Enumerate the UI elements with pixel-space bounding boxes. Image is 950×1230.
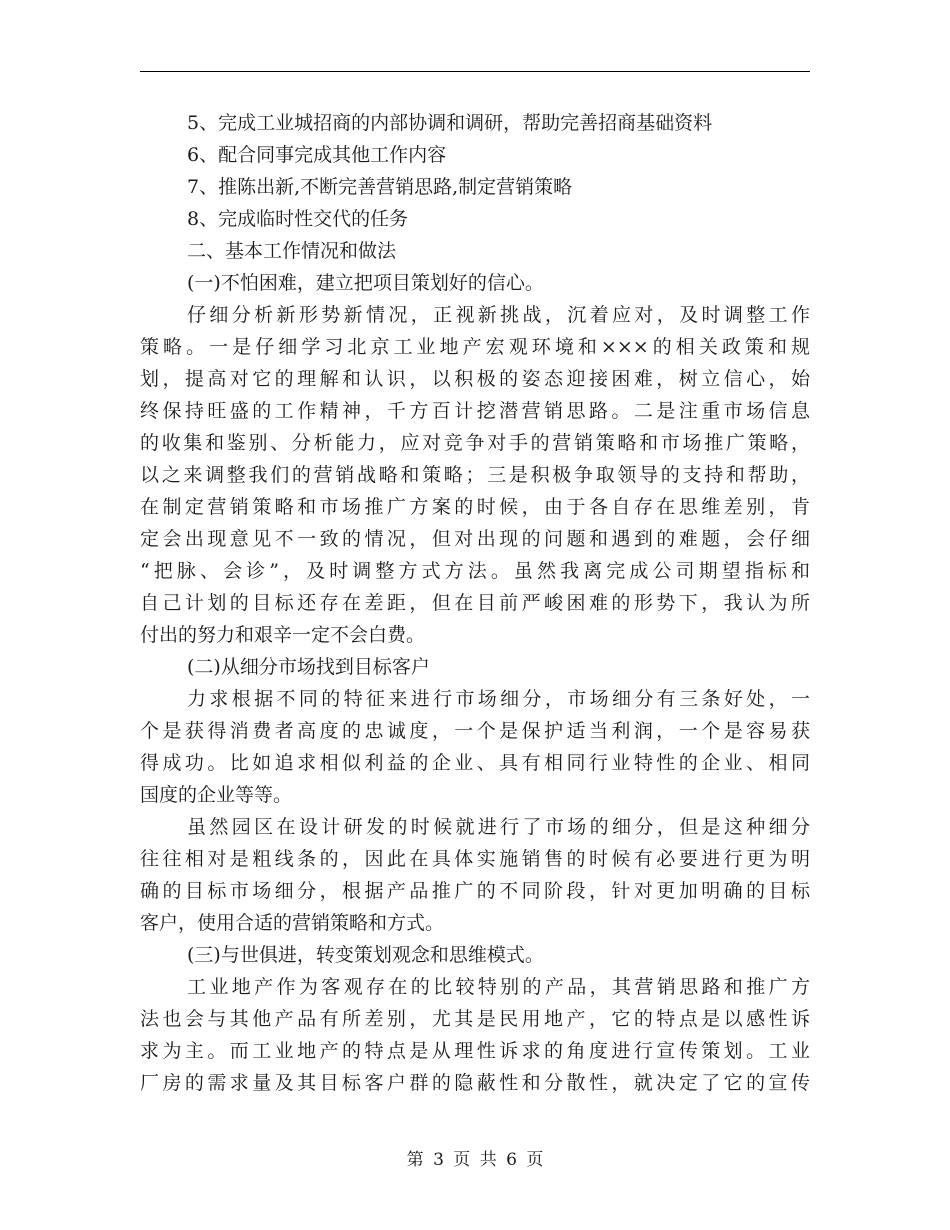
subsection-heading-1: (一)不怕困难，建立把项目策划好的信心。 <box>187 272 544 294</box>
paragraph-line: 策略。一是仔细学习北京工业地产宏观环境和×××的相关政策和规 <box>140 336 810 358</box>
paragraph-line: 得成功。比如追求相似利益的企业、具有相同行业特性的企业、相同 <box>140 752 810 774</box>
paragraph-line: 求为主。而工业地产的特点是从理性诉求的角度进行宣传策划。工业 <box>140 1040 810 1062</box>
paragraph-line: 工业地产作为客观存在的比较特别的产品，其营销思路和推广方 <box>187 976 810 998</box>
subsection-heading-3: (三)与世俱进，转变策划观念和思维模式。 <box>187 944 544 966</box>
paragraph-line: 在制定营销策略和市场推广方案的时候，由于各自存在思维差别，肯 <box>140 496 810 518</box>
paragraph-line: 往往相对是粗线条的，因此在具体实施销售的时候有必要进行更为明 <box>140 848 810 870</box>
list-item-7: 7、推陈出新,不断完善营销思路,制定营销策略 <box>187 176 573 198</box>
paragraph-line: 付出的努力和艰辛一定不会白费。 <box>140 624 426 646</box>
paragraph-line: 定会出现意见不一致的情况，但对出现的问题和遇到的难题，会仔细 <box>140 528 810 550</box>
paragraph-line: 终保持旺盛的工作精神，千方百计挖潜营销思路。二是注重市场信息 <box>140 400 810 422</box>
paragraph-line: 力求根据不同的特征来进行市场细分，市场细分有三条好处，一 <box>187 688 810 710</box>
paragraph-line: 国度的企业等等。 <box>140 784 293 806</box>
paragraph-line: 的收集和鉴别、分析能力，应对竞争对手的营销策略和市场推广策略， <box>140 432 810 454</box>
subsection-heading-2: (二)从细分市场找到目标客户 <box>187 656 430 678</box>
paragraph-line: 以之来调整我们的营销战略和策略；三是积极争取领导的支持和帮助， <box>140 464 810 486</box>
paragraph-line: 厂房的需求量及其目标客户群的隐蔽性和分散性，就决定了它的宣传 <box>140 1072 810 1094</box>
list-item-5: 5、完成工业城招商的内部协调和调研，帮助完善招商基础资料 <box>187 112 713 134</box>
paragraph-line: 个是获得消费者高度的忠诚度，一个是保护适当利润，一个是容易获 <box>140 720 810 742</box>
paragraph-line: 划，提高对它的理解和认识，以积极的姿态迎接困难，树立信心，始 <box>140 368 810 390</box>
header-rule <box>140 71 810 72</box>
list-item-8: 8、完成临时性交代的任务 <box>187 208 409 230</box>
paragraph-line: 确的目标市场细分，根据产品推广的不同阶段，针对更加明确的目标 <box>140 880 810 902</box>
section-heading-2: 二、基本工作情况和做法 <box>187 240 397 262</box>
list-item-6: 6、配合同事完成其他工作内容 <box>187 144 447 166</box>
paragraph-line: 虽然园区在设计研发的时候就进行了市场的细分，但是这种细分 <box>187 816 810 838</box>
document-body <box>140 107 810 1099</box>
page-number: 第 3 页 共 6 页 <box>406 1150 544 1170</box>
paragraph-line: 客户，使用合适的营销策略和方式。 <box>140 912 445 934</box>
paragraph-line: 自己计划的目标还存在差距，但在目前严峻困难的形势下，我认为所 <box>140 592 810 614</box>
paragraph-line: “把脉、会诊”，及时调整方式方法。虽然我离完成公司期望指标和 <box>140 560 810 582</box>
paragraph-line: 仔细分析新形势新情况，正视新挑战，沉着应对，及时调整工作 <box>187 304 810 326</box>
paragraph-line: 法也会与其他产品有所差别，尤其是民用地产，它的特点是以感性诉 <box>140 1008 810 1030</box>
